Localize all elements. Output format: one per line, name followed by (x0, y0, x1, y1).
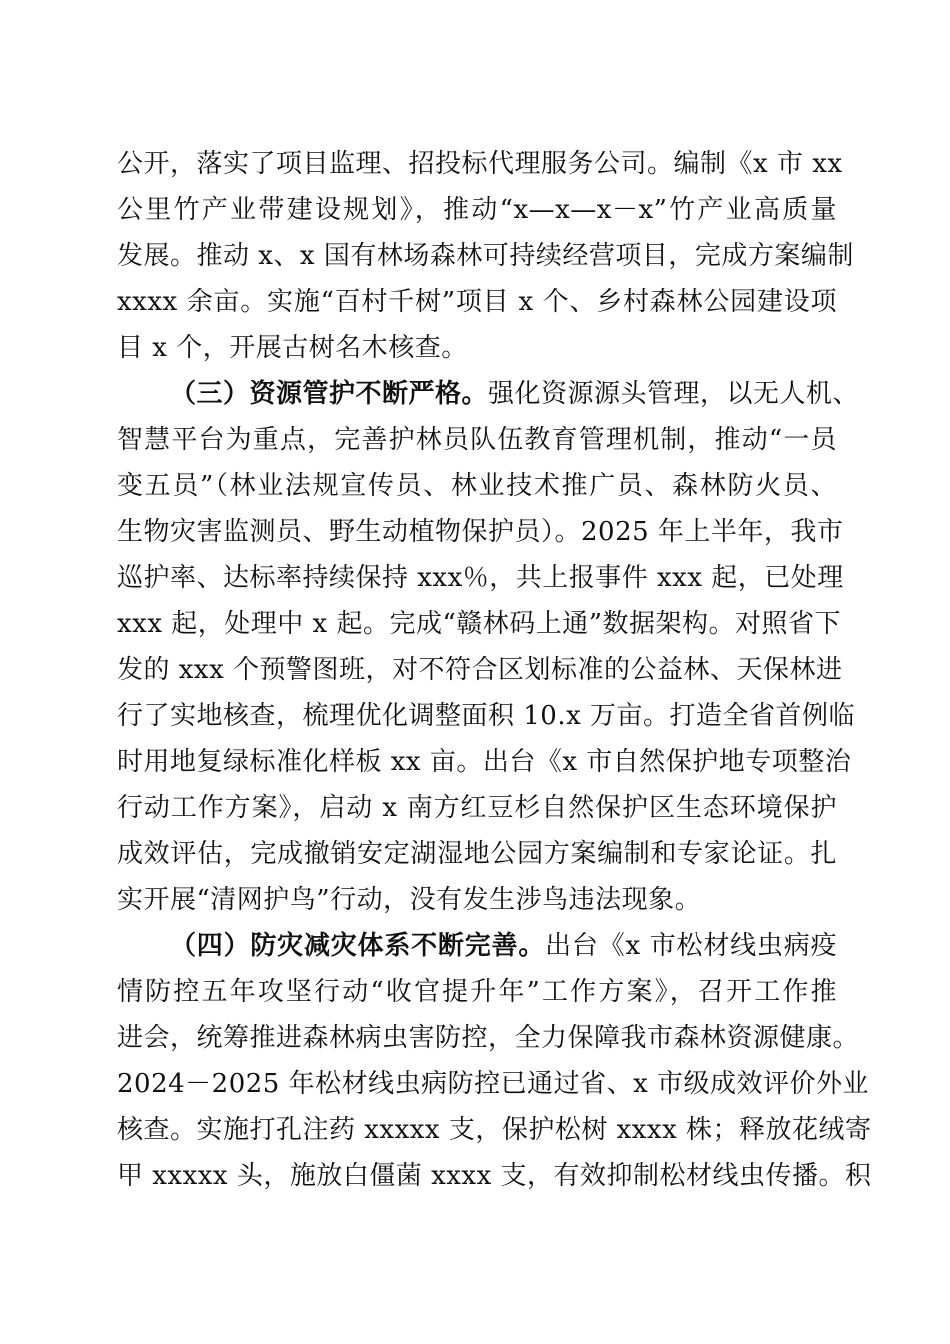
text-line: 2024－2025 年松材线虫病防控已通过省、x 市级成效评价外业 (117, 1069, 870, 1099)
section-4-first-line (170, 926, 837, 966)
text-line: 变五员”（林业法规宣传员、林业技术推广员、森林防火员、 (117, 471, 837, 501)
text-line: 情防控五年攻坚行动“收官提升年”工作方案》，召开工作推 (117, 977, 837, 1007)
section-4-heading: （四）防灾减灾体系不断完善。 (170, 931, 546, 961)
text-line: 甲 xxxxx 头，施放白僵菌 xxxx 支，有效抑制松材线虫传播。积 (117, 1161, 872, 1191)
text-line: 成效评估，完成撤销安定湖湿地公园方案编制和专家论证。扎 (117, 839, 837, 869)
text-line: 时用地复绿标准化样板 xx 亩。出台《x 市自然保护地专项整治 (117, 747, 852, 777)
text-line: 发的 xxx 个预警图班，对不符合区划标准的公益林、天保林进 (117, 655, 843, 685)
text-line: 智慧平台为重点，完善护林员队伍教育管理机制，推动“一员 (117, 425, 837, 455)
text-line: xxxx 余亩。实施“百村千树”项目 x 个、乡村森林公园建设项 (117, 287, 837, 317)
text-line: 进会，统筹推进森林病虫害防控，全力保障我市森林资源健康。 (117, 1023, 860, 1053)
section-3-first-line-text: 强化资源源头管理，以无人机、 (488, 379, 860, 409)
text-line: 核查。实施打孔注药 xxxxx 支，保护松树 xxxx 株；释放花绒寄 (117, 1115, 872, 1145)
section-3-heading: （三）资源管护不断严格。 (170, 379, 489, 409)
section-3-first-line (170, 374, 860, 414)
text-line: 巡护率、达标率持续保持 xxx％，共上报事件 xxx 起，已处理 (117, 563, 844, 593)
text-line: 公开，落实了项目监理、招投标代理服务公司。编制《x 市 xx (117, 149, 843, 179)
text-line: 实开展“清网护鸟”行动，没有发生涉鸟违法现象。 (117, 885, 702, 915)
text-line: 公里竹产业带建设规划》，推动“x—x—x－x”竹产业高质量 (117, 195, 837, 225)
text-line: 生物灾害监测员、野生动植物保护员）。2025 年上半年，我市 (117, 517, 844, 547)
text-line: xxx 起，处理中 x 起。完成“赣林码上通”数据架构。对照省下 (117, 609, 842, 639)
text-line: 目 x 个，开展古树名木核查。 (117, 333, 468, 363)
section-4-first-line-text: 出台《x 市松材线虫病疫 (545, 931, 837, 961)
text-line: 行了实地核查，梳理优化调整面积 10.x 万亩。打造全省首例临 (117, 701, 856, 731)
text-line: 行动工作方案》，启动 x 南方红豆杉自然保护区生态环境保护 (117, 793, 837, 823)
text-line: 发展。推动 x、x 国有林场森林可持续经营项目，完成方案编制 (117, 241, 854, 271)
